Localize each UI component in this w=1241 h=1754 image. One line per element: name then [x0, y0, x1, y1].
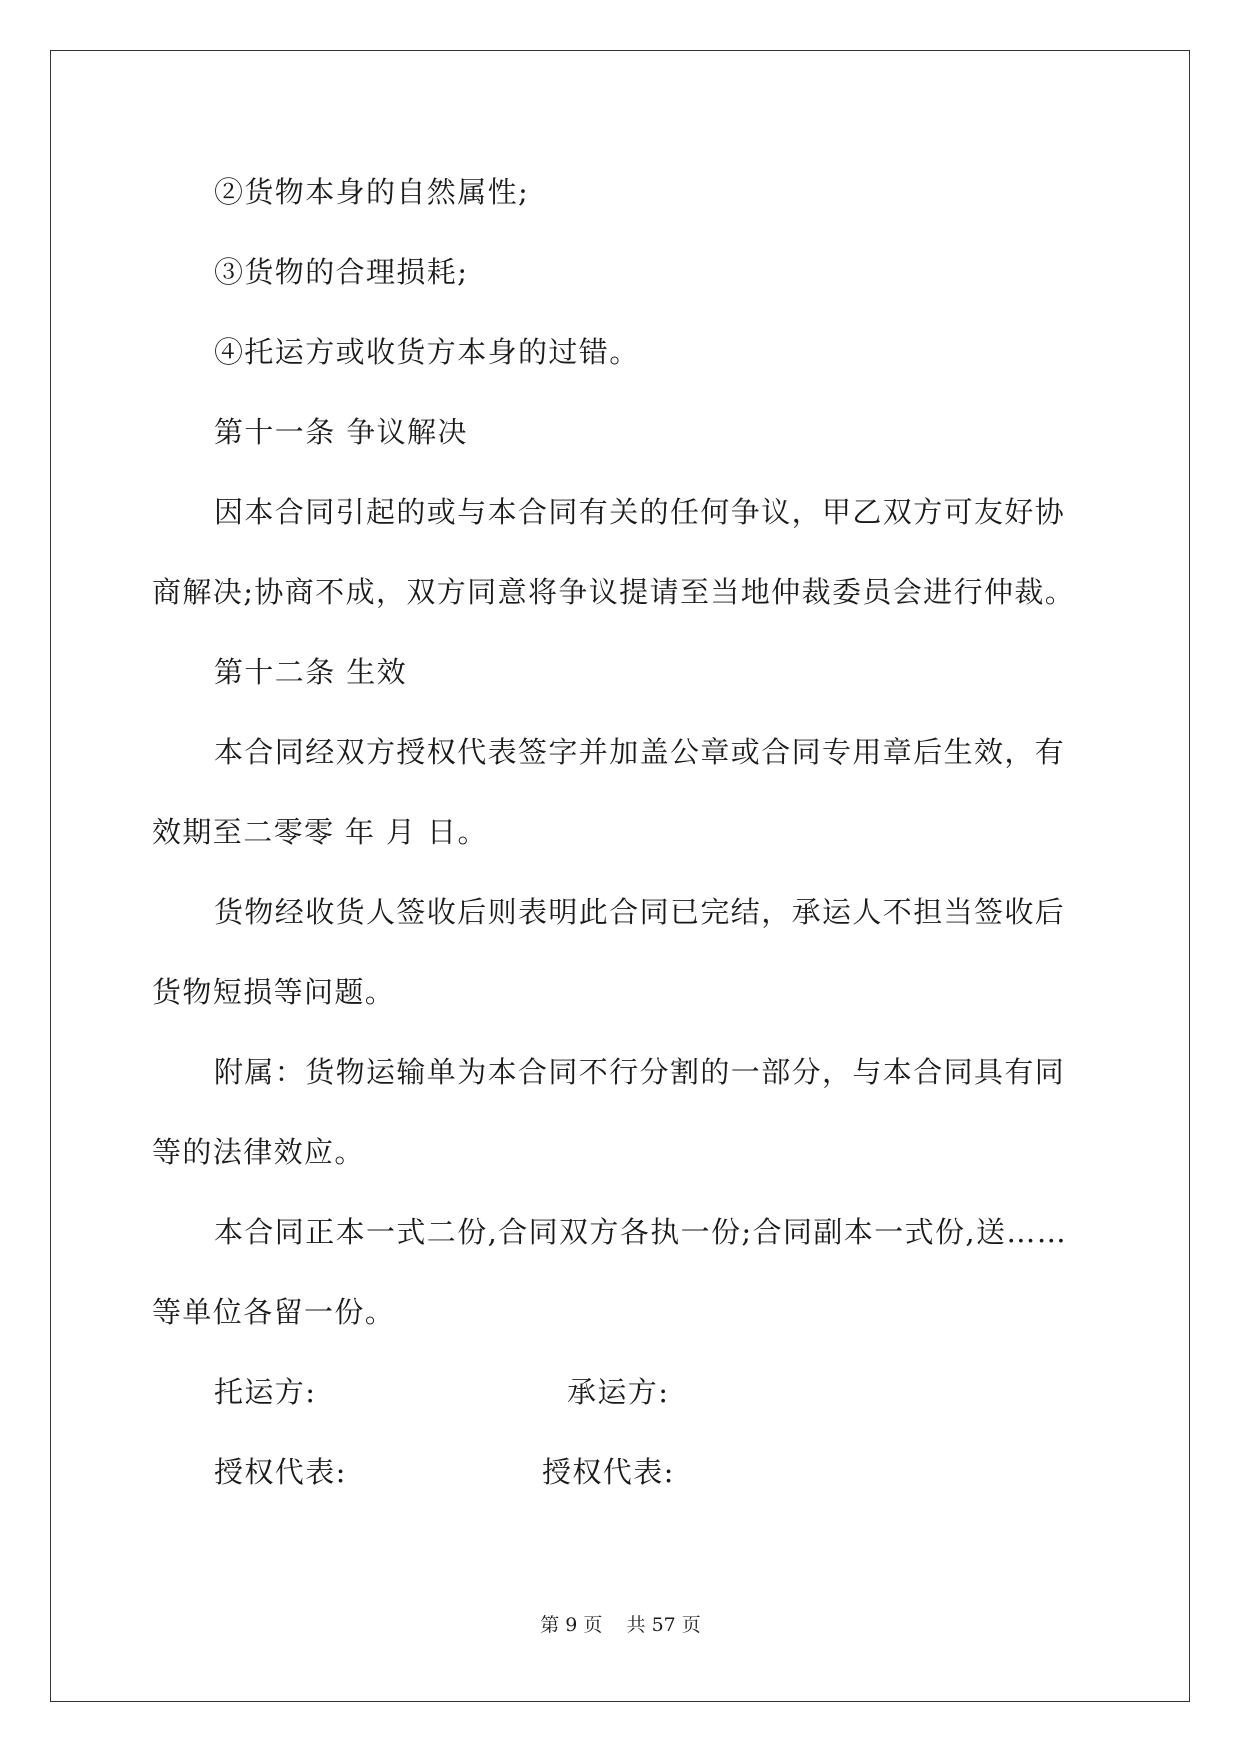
rep-label-left: 授权代表:: [214, 1455, 347, 1489]
shipper-label: 托运方:: [214, 1375, 317, 1409]
section-heading: 第十一条 争议解决: [214, 415, 468, 449]
paragraph-line: 货物经收货人签收后则表明此合同已完结，承运人不担当签收后: [214, 895, 1066, 929]
page-footer: [0, 1613, 1241, 1637]
paragraph-line: 等的法律效应。: [152, 1135, 365, 1169]
paragraph-line: 本合同正本一式二份,合同双方各执一份;合同副本一式份,送……: [214, 1215, 1068, 1249]
paragraph-line: ④托运方或收货方本身的过错。: [214, 335, 640, 369]
paragraph-line: ②货物本身的自然属性;: [214, 175, 530, 209]
page-number: 第 9 页 共 57 页: [540, 1614, 701, 1636]
paragraph-line: 等单位各留一份。: [152, 1295, 396, 1329]
paragraph-line: 附属：货物运输单为本合同不行分割的一部分，与本合同具有同: [214, 1055, 1066, 1089]
paragraph-line: 商解决;协商不成，双方同意将争议提请至当地仲裁委员会进行仲裁。: [152, 575, 1076, 609]
paragraph-line: 本合同经双方授权代表签字并加盖公章或合同专用章后生效，有: [214, 735, 1066, 769]
paragraph-line: 货物短损等问题。: [152, 975, 396, 1009]
section-heading: 第十二条 生效: [214, 655, 408, 689]
paragraph-line: 因本合同引起的或与本合同有关的任何争议，甲乙双方可友好协: [214, 495, 1066, 529]
rep-label-right: 授权代表:: [542, 1455, 675, 1489]
carrier-label: 承运方:: [567, 1375, 670, 1409]
paragraph-line: 效期至二零零 年 月 日。: [152, 815, 488, 849]
paragraph-line: ③货物的合理损耗;: [214, 255, 469, 289]
